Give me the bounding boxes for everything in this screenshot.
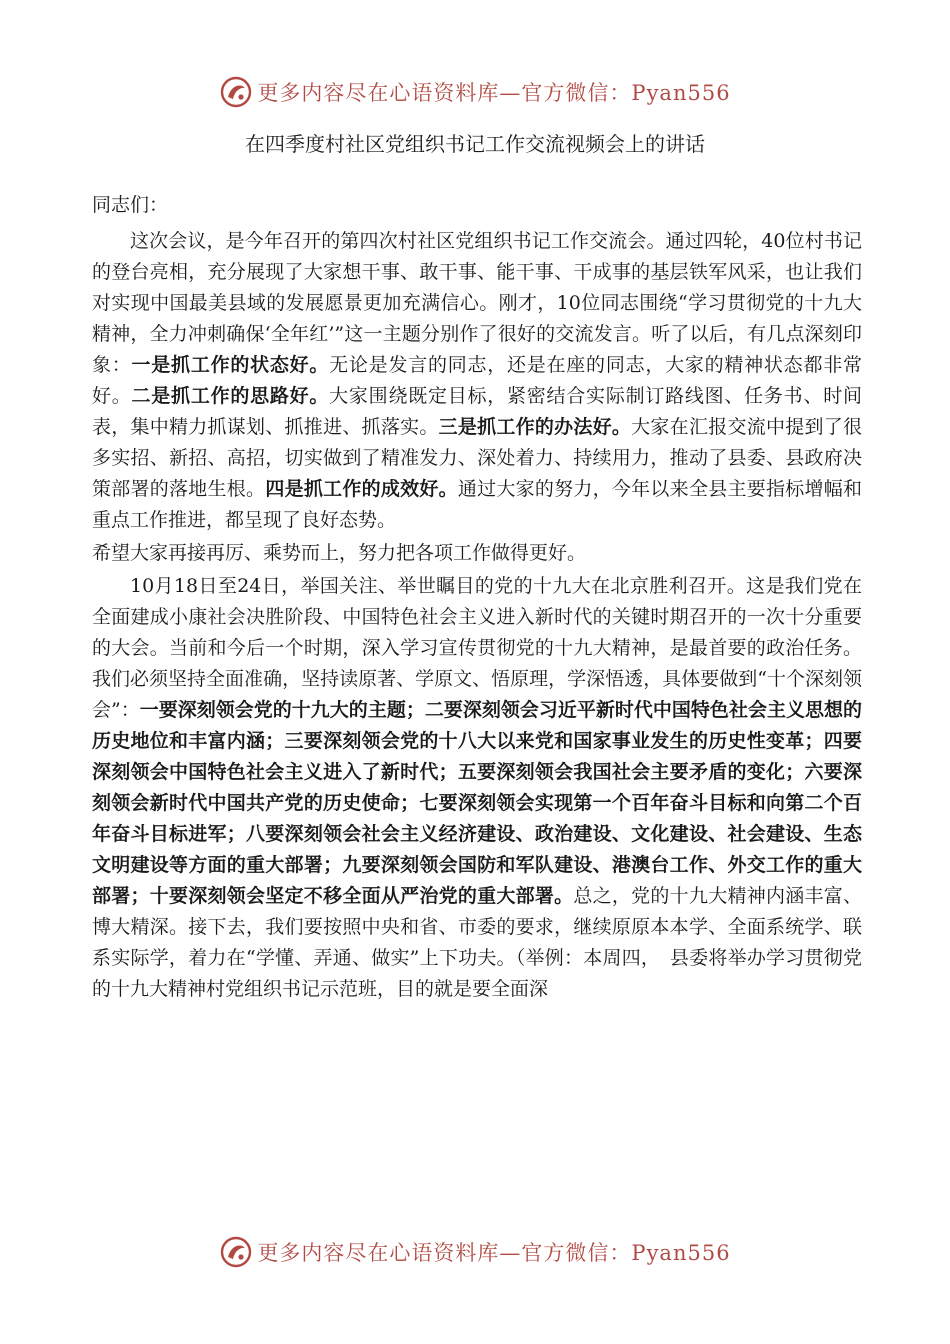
- watermark-text: 更多内容尽在心语资料库—官方微信：Pyan556: [257, 81, 731, 105]
- paragraph-3-highlight-1: 一要深刻领会党的十九大的主题；二要深刻领会习近平新时代中国特色社会主义思想的历史地位和丰富内涵；三要深刻领会党的十八大以来党和国家事业发生的历史性变革；四要深刻领会中国特色社会主义进入了新时代；五要深刻领会我国社会主要矛盾的变化；六要深刻领会新时代中国共产党的历史使命；七要深刻领会实现第一个百年奋斗目标和向第二个百年奋斗目标进军；八要深刻领会社会主义经济建设、政治建设、文化建设、社会建设、生态文明建设等方面的重大部署；九要深刻领会国防和军队建设、港澳台工作、外交工作的重大部署；十要深刻领会坚定不移全面从严治党的重大部署。: [92, 699, 862, 907]
- document-body: [92, 190, 862, 1005]
- paragraph-1-highlight-4: 四是抓工作的成效好。: [265, 478, 458, 500]
- paragraph-1-text-4: 大家在汇报交流中提到了很多实招、新招、高招，切实做到了精准发力、深处着力、持续用力，推动了县委、县政府决策部署的落地生根。: [92, 416, 862, 500]
- header-watermark: [0, 72, 950, 112]
- brand-logo-icon: [219, 75, 253, 109]
- paragraph-1-highlight-2: 二是抓工作的思路好。: [131, 385, 330, 407]
- salutation: 同志们：: [92, 194, 169, 216]
- paragraph-2: 希望大家再接再厉、乘势而上，努力把各项工作做得更好。: [92, 542, 587, 564]
- paragraph-1-text-2: 无论是发言的同志，还是在座的同志，大家的精神状态都非常好。: [92, 354, 862, 407]
- footer-watermark: [0, 1232, 950, 1272]
- paragraph-1-text-3: 大家围绕既定目标，紧密结合实际制订路线图、任务书、时间表，集中精力抓谋划、抓推进、抓落实。: [92, 385, 862, 438]
- paragraph-3: [92, 571, 862, 1005]
- brand-logo-icon: [219, 1235, 253, 1269]
- watermark-text: 更多内容尽在心语资料库—官方微信：Pyan556: [257, 1241, 731, 1265]
- paragraph-1-text-1: 这次会议，是今年召开的第四次村社区党组织书记工作交流会。通过四轮，40位村书记的登台亮相，充分展现了大家想干事、敢干事、能干事、干成事的基层铁军风采，也让我们对实现中国最美县域的发展愿景更加充满信心。刚才，10位同志围绕“学习贯彻党的十九大精神，全力冲刺确保‘全年红’”这一主题分别作了很好的交流发言。听了以后，有几点深刻印象：: [92, 230, 862, 376]
- paragraph-1-text-5: 通过大家的努力，今年以来全县主要指标增幅和重点工作推进，都呈现了良好态势。: [92, 478, 862, 531]
- paragraph-1-highlight-3: 三是抓工作的办法好。: [438, 416, 632, 438]
- paragraph-3-text-1: 10月18日至24日，举国关注、举世瞩目的党的十九大在北京胜利召开。这是我们党在全面建成小康社会决胜阶段、中国特色社会主义进入新时代的关键时期召开的一次十分重要的大会。当前和今后一个时期，深入学习宣传贯彻党的十九大精神，是最首要的政治任务。我们必须坚持全面准确，坚持读原著、学原文、悟原理，学深悟透，具体要做到“十个深刻领会”：: [92, 575, 862, 721]
- document-title: 在四季度村社区党组织书记工作交流视频会上的讲话: [245, 132, 705, 156]
- paragraph-1: [92, 226, 862, 536]
- paragraph-3-text-2: 总之，党的十九大精神内涵丰富、博大精深。接下去，我们要按照中央和省、市委的要求，继续原原本本学、全面系统学、联系实际学，着力在“学懂、弄通、做实”上下功夫。（举例：本周四， 县委将举办学习贯彻党的十九大精神村党组织书记示范班，目的就是要全面深: [92, 885, 862, 1000]
- paragraph-1-highlight-1: 一是抓工作的状态好。: [131, 354, 330, 376]
